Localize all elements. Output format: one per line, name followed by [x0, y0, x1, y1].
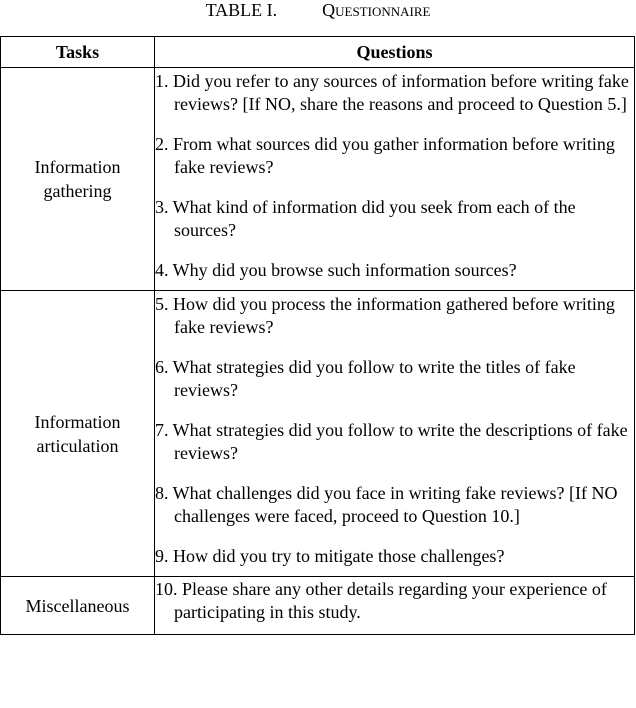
question-item: 7. What strategies did you follow to write the descriptions of fake reviews?: [155, 420, 628, 463]
task-label-line2: gathering: [43, 181, 112, 201]
questions-cell: [155, 68, 635, 291]
table-caption: [0, 0, 636, 22]
question-item: 6. What strategies did you follow to write the titles of fake reviews?: [155, 357, 576, 400]
task-cell: [1, 291, 155, 577]
table-title: Questionnaire: [322, 0, 431, 20]
task-cell: [1, 577, 155, 635]
group-row-information-articulation: [1, 291, 635, 577]
task-label-line1: Miscellaneous: [25, 595, 130, 616]
tasks-header: Tasks: [1, 37, 155, 68]
questions-cell: [155, 291, 635, 577]
question-item: 4. Why did you browse such information sources?: [155, 260, 517, 280]
questionnaire-table: [0, 36, 635, 635]
question-item: 3. What kind of information did you seek from each of the sources?: [155, 197, 576, 240]
question-item: 10. Please share any other details regarding your experience of participating in this study.: [155, 579, 607, 622]
task-cell: [1, 68, 155, 291]
task-label-line1: Information: [34, 411, 121, 432]
questions-header: Questions: [155, 37, 635, 68]
task-label-line2: articulation: [36, 435, 119, 456]
question-item: 8. What challenges did you face in writing fake reviews? [If NO challenges were faced, proceed to Question 10.]: [155, 483, 618, 526]
question-item: 9. How did you try to mitigate those challenges?: [155, 546, 505, 566]
task-label-line1: Information: [34, 157, 121, 177]
header-row: [1, 37, 635, 68]
questions-cell: [155, 577, 635, 635]
table-label: TABLE I.: [205, 0, 278, 20]
question-item: 5. How did you process the information gathered before writing fake reviews?: [155, 294, 615, 337]
group-row-information-gathering: [1, 68, 635, 291]
question-item: 1. Did you refer to any sources of information before writing fake reviews? [If NO, share the reasons and proceed to Question 5.]: [155, 71, 629, 114]
group-row-miscellaneous: [1, 577, 635, 635]
question-item: 2. From what sources did you gather information before writing fake reviews?: [155, 134, 615, 177]
